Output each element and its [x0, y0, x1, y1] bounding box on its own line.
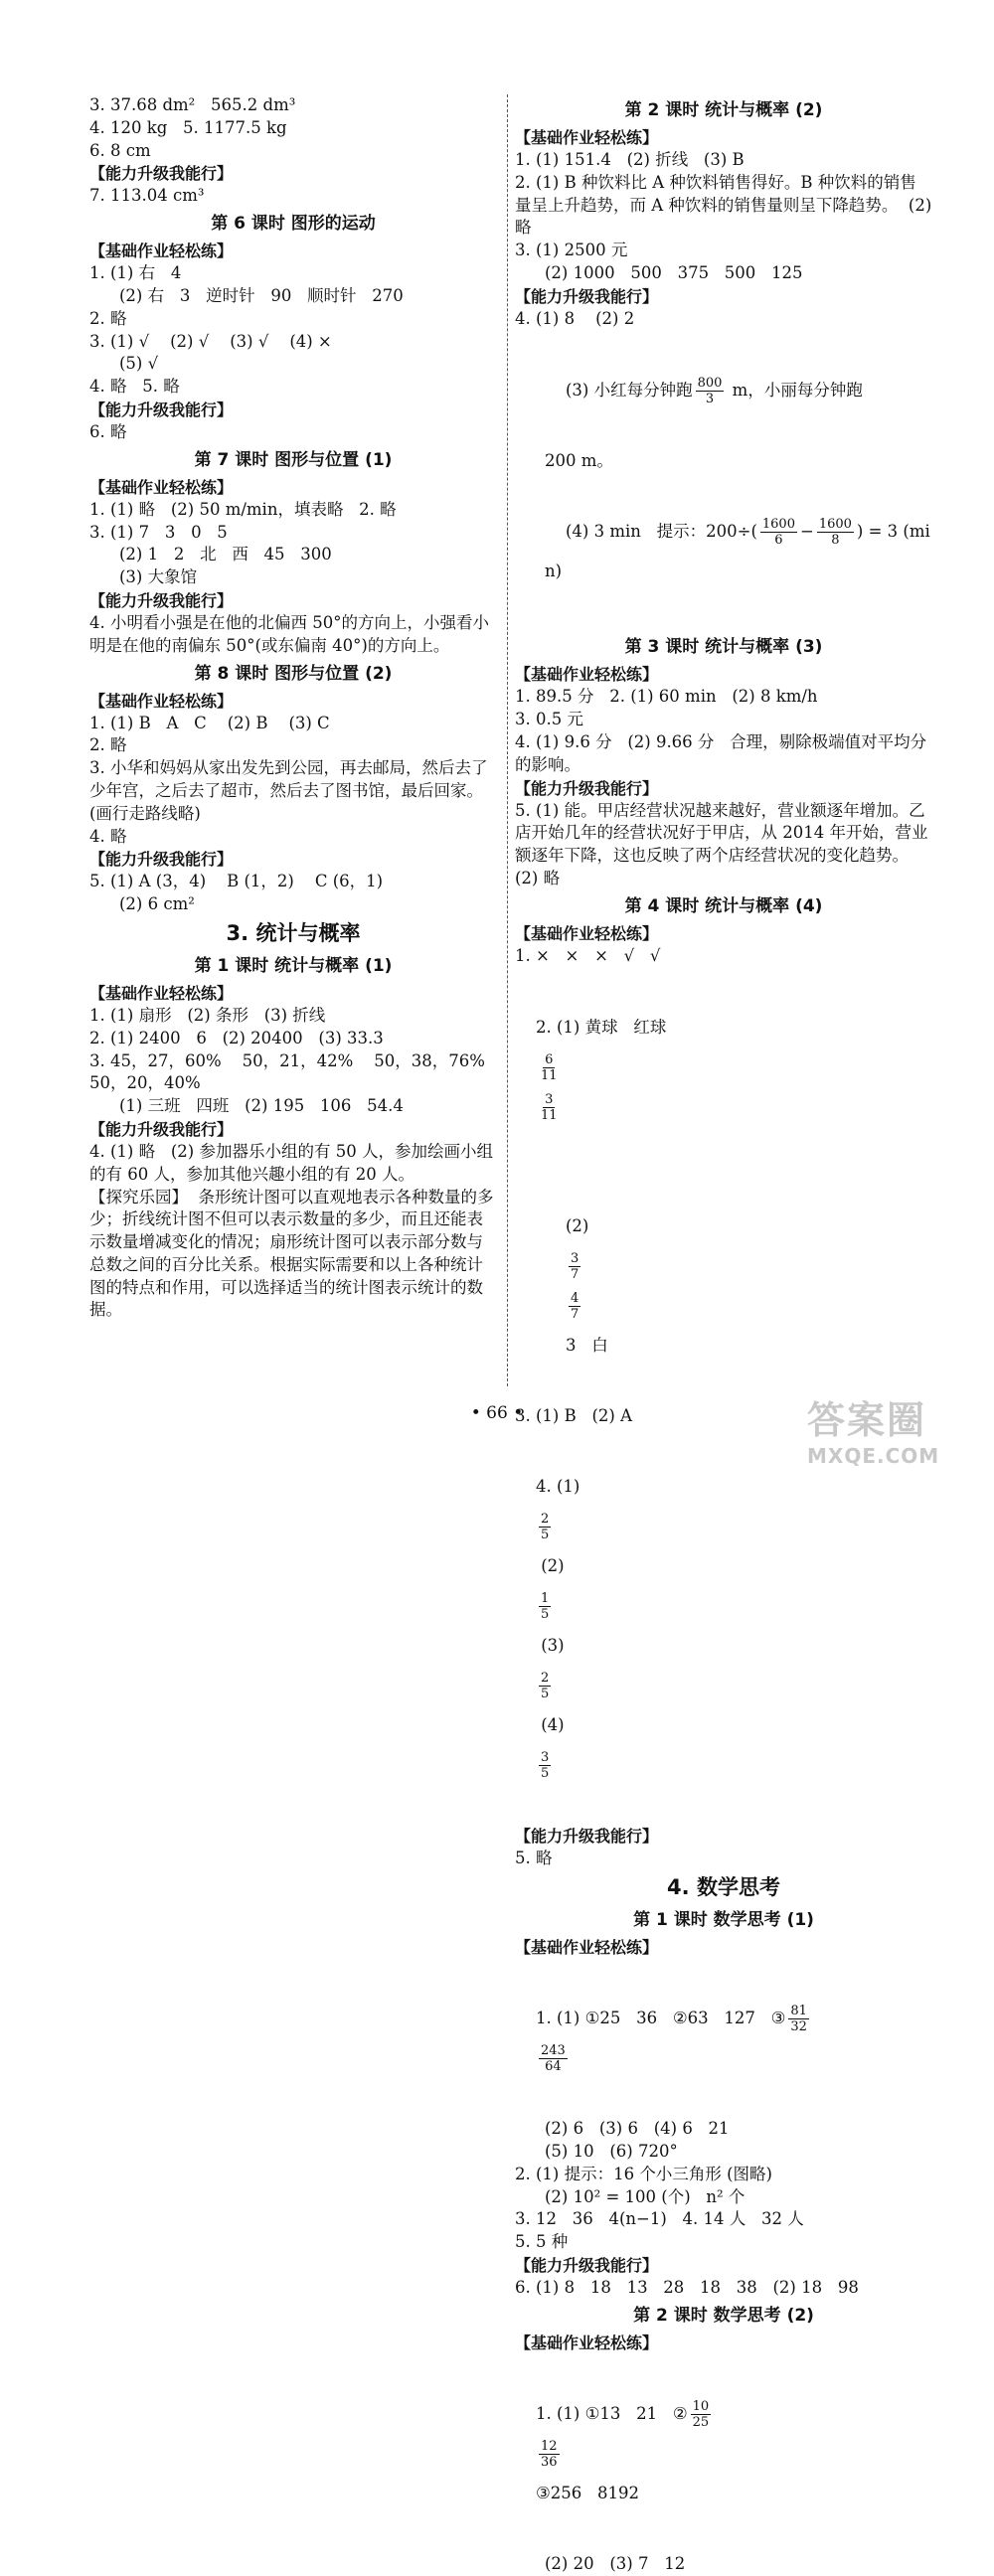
answer-line: (5) √	[119, 354, 159, 374]
answer-line: 4. 小明看小强是在他的北偏西 50°的方向上，小强看小明是在他的南偏东 50°(或东偏南 40°)的方向上。	[89, 612, 489, 655]
fraction	[539, 1092, 560, 1123]
answer-line: 6. 略	[89, 421, 127, 441]
denominator: 5	[540, 1687, 550, 1702]
numerator: 3	[545, 1091, 554, 1107]
text: (2)	[541, 1556, 565, 1576]
numerator: 800	[697, 375, 723, 391]
numerator: 1	[540, 1591, 550, 1607]
fraction	[817, 517, 854, 548]
denominator: 5	[540, 1607, 550, 1623]
fraction	[760, 517, 797, 548]
answer-line: 4. (1) 8 (2) 2	[515, 308, 635, 328]
answer-line: 6. 8 cm	[89, 140, 151, 160]
answer-line: (3) 大象馆	[119, 567, 198, 587]
text: ) = 3 (min)	[545, 522, 930, 581]
answer-line: 3. (1) 7 3 0 5	[89, 522, 228, 542]
answer-line: 1. (1) 151.4 (2) 折线 (3) B	[515, 150, 745, 169]
fraction	[539, 1591, 551, 1622]
denominator: 7	[570, 1306, 580, 1322]
lesson-title: 第 1 课时 统计与概率 (1)	[194, 955, 393, 976]
answer-line: 1. (1) 扇形 (2) 条形 (3) 折线	[89, 1005, 326, 1025]
section-header: 【基础作业轻松练】	[89, 242, 234, 261]
answer-line	[515, 968, 932, 1167]
numerator: 3	[570, 1250, 580, 1266]
section-header: 【能力升级我能行】	[89, 164, 234, 184]
text: m，小丽每分钟跑	[727, 380, 863, 400]
denominator: 5	[540, 1766, 550, 1782]
lesson-title: 第 8 课时 图形与位置 (2)	[194, 663, 393, 684]
answer-line: (2) 10² = 100 (个) n² 个	[545, 2186, 746, 2206]
section-header: 【基础作业轻松练】	[515, 2333, 659, 2352]
answer-line: 4. (1) 9.6 分 (2) 9.66 分 合理，剔除极端值对平均分的影响。	[515, 731, 927, 774]
section-header: 【基础作业轻松练】	[515, 665, 659, 685]
numerator: 2	[540, 1512, 550, 1528]
answer-line	[515, 2354, 932, 2553]
fraction	[539, 1052, 560, 1083]
answer-line: 3. (1) √ (2) √ (3) √ (4) ×	[89, 331, 332, 351]
answer-line	[515, 472, 932, 631]
explore-paragraph: 【探究乐园】 条形统计图可以直观地表示各种数量的多少；折线统计图不但可以表示数量的多少，而且还能表示数量增减变化的情况；扇形统计图可以表示部分数与总数之间的百分比关系。根据实际需要和以上各种统计图的特点和作用，可以选择适当的统计图表示统计的数据。	[89, 1187, 494, 1320]
fraction	[539, 1512, 551, 1542]
fraction	[691, 2399, 712, 2430]
answer-line: 3. 12 36 4(n−1) 4. 14 人 32 人	[515, 2209, 804, 2229]
lesson-title: 第 1 课时 数学思考 (1)	[633, 1910, 814, 1931]
column-divider	[507, 94, 508, 1386]
fraction	[539, 1750, 551, 1781]
watermark-text: 答案圈	[807, 1398, 927, 1442]
fraction	[539, 2043, 568, 2074]
section-header: 【基础作业轻松练】	[515, 1938, 659, 1958]
answer-line: 1. × × × √ √	[515, 945, 661, 965]
numerator: 6	[545, 1051, 554, 1067]
fraction	[788, 2004, 809, 2034]
numerator: 10	[692, 2398, 710, 2414]
denominator: 11	[540, 1107, 558, 1123]
minus-sign: −	[799, 522, 814, 542]
answer-line: 3. 37.68 dm² 565.2 dm³	[89, 95, 296, 114]
answer-line: 5. (1) 能。甲店经营状况越来越好，营业额逐年增加。乙店开始几年的经营状况好于甲店，从 2014 年开始，营业额逐年下降，这也反映了两个店经营状况的变化趋势。 (2) 略	[515, 800, 928, 887]
section-header: 【基础作业轻松练】	[515, 128, 659, 147]
section-header: 【基础作业轻松练】	[89, 691, 234, 711]
lesson-title: 第 3 课时 统计与概率 (3)	[624, 637, 823, 658]
fraction	[696, 376, 725, 406]
section-header: 【基础作业轻松练】	[89, 477, 234, 497]
section-header: 【能力升级我能行】	[515, 1827, 659, 1847]
answer-line: 1. (1) 略 (2) 50 m/min，填表略 2. 略	[89, 499, 397, 519]
text: (4) 3 min 提示：200÷(	[565, 522, 757, 542]
answer-line: (2) 20 (3) 7 12	[545, 2553, 686, 2573]
denominator: 64	[545, 2059, 562, 2075]
watermark-logo	[807, 1389, 976, 1469]
lesson-title: 第 6 课时 图形的运动	[211, 214, 376, 235]
answer-line: (2) 右 3 逆时针 90 顺时针 270	[119, 285, 404, 305]
answer-line: 2. (1) 提示：16 个小三角形 (图略)	[515, 2164, 772, 2183]
answer-line: 3. 小华和妈妈从家出发先到公园，再去邮局，然后去了少年宫，之后去了超市，然后去了图书馆，最后回家。(画行走路线略)	[89, 758, 488, 823]
numerator: 2	[540, 1671, 550, 1687]
answer-line	[515, 1427, 932, 1825]
answer-line: (2) 6 cm²	[119, 894, 195, 914]
answer-line: 200 m。	[545, 450, 613, 470]
answer-line: 4. 120 kg 5. 1177.5 kg	[89, 117, 287, 137]
fraction	[569, 1251, 580, 1282]
fraction	[539, 2439, 560, 2470]
fraction	[539, 1671, 551, 1701]
text: 1. (1) ①25 36 ②63 127 ③	[535, 2009, 786, 2028]
fraction	[569, 1291, 580, 1322]
section-header: 【能力升级我能行】	[89, 400, 234, 419]
numerator: 12	[540, 2438, 558, 2454]
lesson-title: 第 4 课时 统计与概率 (4)	[624, 895, 823, 916]
denominator: 25	[692, 2414, 710, 2430]
answer-line: 5. 5 种	[515, 2232, 569, 2252]
section-header: 【能力升级我能行】	[89, 1119, 234, 1139]
lesson-title: 第 7 课时 图形与位置 (1)	[194, 449, 393, 470]
text: (2)	[565, 1215, 589, 1235]
answer-line: 2. 略	[89, 308, 127, 328]
answer-line	[515, 331, 932, 450]
answer-line: 4. 略 5. 略	[89, 377, 180, 397]
section-header: 【能力升级我能行】	[89, 850, 234, 870]
numerator: 81	[790, 2004, 807, 2019]
page-number: • 66 •	[470, 1403, 524, 1423]
text: 2. (1) 黄球 红球	[535, 1017, 667, 1037]
answer-line: 5. 略	[515, 1849, 553, 1868]
numerator: 1600	[818, 517, 852, 533]
answer-line	[515, 1167, 932, 1405]
answer-line: 3. 45，27，60% 50，21，42% 50，38，76% 50，20，40%	[89, 1050, 506, 1093]
numerator: 4	[570, 1290, 580, 1306]
answer-line: (2) 6 (3) 6 (4) 6 21	[545, 2119, 730, 2139]
answer-line: 4. (1) 略 (2) 参加器乐小组的有 50 人，参加绘画小组的有 60 人，参加其他兴趣小组的有 20 人。	[89, 1141, 493, 1184]
text: (3) 小红每分钟跑	[565, 380, 693, 400]
section-header: 【能力升级我能行】	[515, 778, 659, 798]
text: ③256 8192	[535, 2483, 639, 2502]
denominator: 32	[790, 2019, 807, 2035]
text: 4. (1)	[535, 1477, 580, 1497]
text: 3 白	[565, 1335, 608, 1355]
numerator: 3	[540, 1750, 550, 1766]
chapter-title: 3. 统计与概率	[226, 920, 361, 945]
answer-line: 3. (1) 2500 元	[515, 241, 628, 260]
answer-line: 1. (1) B A C (2) B (3) C	[89, 713, 330, 732]
section-header: 【基础作业轻松练】	[515, 923, 659, 943]
numerator: 243	[540, 2043, 566, 2059]
answer-line: (2) 1 2 北 西 45 300	[119, 545, 332, 564]
denominator: 36	[540, 2454, 558, 2470]
answer-line: 1. 89.5 分 2. (1) 60 min (2) 8 km/h	[515, 687, 818, 707]
section-header: 【能力升级我能行】	[89, 590, 234, 610]
numerator: 1600	[761, 517, 795, 533]
section-header: 【能力升级我能行】	[515, 286, 659, 306]
watermark-url: MXQE.COM	[807, 1444, 940, 1468]
chapter-title: 4. 数学思考	[667, 1875, 780, 1900]
answer-line: 3. 0.5 元	[515, 710, 583, 729]
denominator: 7	[570, 1266, 580, 1282]
answer-line: 6. (1) 8 18 13 28 18 38 (2) 18 98	[515, 2277, 859, 2297]
lesson-title: 第 2 课时 数学思考 (2)	[633, 2305, 814, 2326]
denominator: 3	[705, 391, 715, 406]
denominator: 6	[774, 533, 783, 549]
section-header: 【能力升级我能行】	[515, 2255, 659, 2275]
right-column	[515, 94, 937, 2576]
answer-line: 2. (1) 2400 6 (2) 20400 (3) 33.3	[89, 1028, 384, 1047]
answer-line: (2) 1000 500 375 500 125	[545, 262, 803, 282]
denominator: 8	[831, 533, 840, 549]
answer-line	[515, 1959, 932, 2118]
answer-line: 4. 略	[89, 826, 127, 846]
answer-line: 2. (1) B 种饮料比 A 种饮料销售得好。B 种饮料的销售量呈上升趋势，而 A 种饮料的销售量则呈下降趋势。 (2) 略	[515, 172, 937, 238]
answer-line: 7. 113.04 cm³	[89, 186, 205, 206]
answer-line: 1. (1) 右 4	[89, 263, 182, 283]
denominator: 5	[540, 1528, 550, 1543]
denominator: 11	[540, 1067, 558, 1083]
lesson-title: 第 2 课时 统计与概率 (2)	[624, 100, 823, 120]
answer-line: 5. (1) A (3，4) B (1，2) C (6，1)	[89, 872, 384, 891]
text: (4)	[541, 1715, 565, 1735]
answer-line: (5) 10 (6) 720°	[545, 2141, 678, 2161]
answer-line: 3. (1) B (2) A	[515, 1405, 632, 1425]
answer-line: (1) 三班 四班 (2) 195 106 54.4	[119, 1096, 404, 1116]
text: (3)	[541, 1636, 565, 1656]
text: 1. (1) ①13 21 ②	[535, 2403, 688, 2423]
left-column	[89, 94, 506, 1322]
section-header: 【基础作业轻松练】	[89, 983, 234, 1003]
answer-line: 2. 略	[89, 735, 127, 755]
